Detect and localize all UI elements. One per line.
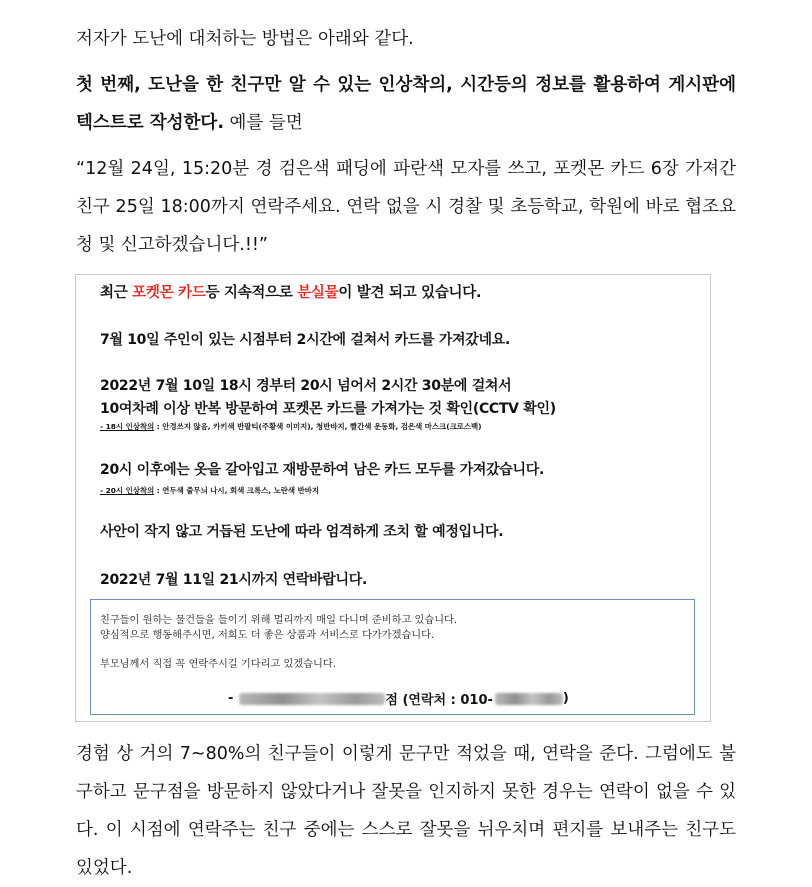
paragraph-intro: 저자가 도난에 대처하는 방법은 아래와 같다.	[76, 29, 414, 49]
notice-line-2: 7월 10일 주인이 있는 시점부터 2시간에 걸쳐서 카드를 가져갔네요.	[100, 332, 510, 348]
notice-line-3: 2022년 7월 10일 18시 경부터 20시 넘어서 2시간 30분에 걸쳐서	[100, 378, 512, 394]
paragraph-method-one	[76, 66, 736, 142]
redacted-store-name	[239, 693, 385, 705]
notice-line-6: 20시 이후에는 옷을 갈아입고 재방문하여 남은 카드 모두를 가져갔습니다.	[100, 462, 544, 478]
notice-image	[75, 274, 711, 722]
signature: - 점 (연락처 : 010- )	[228, 691, 569, 708]
notice-description-20: - 20시 인상착의 : 연두색 줄무늬 나시, 회색 크록스, 노란색 반바지	[100, 486, 320, 495]
redacted-phone-number	[495, 693, 563, 705]
paragraph-example-quote: “12월 24일, 15:20분 경 검은색 패딩에 파란색 모자를 쓰고, 포켓몬 카드 6장 가져간 친구 25일 18:00까지 연락주세요. 연락 없을 시 경찰 및 초등학교, 학원에 바로 협조요청 및 신고하겠습니다.!!”	[76, 159, 736, 255]
notice-inner-box	[90, 599, 695, 715]
method-one-rest: 예를 들면	[223, 113, 303, 133]
inner-line-2: 양심적으로 행동해주시면, 저희도 더 좋은 상품과 서비스로 다가가겠습니다.	[100, 630, 435, 641]
inner-line-1: 친구들이 원하는 물건들을 들이기 위해 멀리까지 매일 다니며 준비하고 있습니다.	[100, 615, 458, 626]
paragraph-experience: 경험 상 거의 7~80%의 친구들이 이렇게 문구만 적었을 때, 연락을 준다. 그럼에도 불구하고 문구점을 방문하지 않았다거나 잘못을 인지하지 못한 경우는 연락이 없을 수 있다. 이 시점에 연락주는 친구 중에는 스스로 잘못을 뉘우치며 편지를 보내주는 친구도 있었다.	[76, 744, 736, 878]
notice-description-18: - 18시 인상착의 : 안경쓰지 않음, 카키색 반팔티(주황색 이미지), 청반바지, 빨간색 운동화, 검은색 마스크(크로스백)	[100, 422, 482, 431]
notice-line-8: 사안이 작지 않고 거듭된 도난에 따라 엄격하게 조치 할 예정입니다.	[100, 524, 504, 540]
highlight-pokemon-card: 포켓몬 카드	[132, 285, 206, 301]
notice-line-1: 최근 포켓몬 카드등 지속적으로 분실물이 발견 되고 있습니다.	[100, 285, 482, 301]
notice-line-9: 2022년 7월 11일 21시까지 연락바랍니다.	[100, 572, 367, 588]
highlight-lost-items: 분실물	[297, 285, 339, 301]
inner-line-3: 부모님께서 직접 꼭 연락주시길 기다리고 있겠습니다.	[100, 659, 336, 670]
method-one-bold: 첫 번째, 도난을 한 친구만 알 수 있는 인상착의, 시간등의 정보를 활용하여 게시판에 텍스트로 작성한다.	[76, 75, 736, 133]
notice-line-4: 10여차례 이상 반복 방문하여 포켓몬 카드를 가져가는 것 확인(CCTV 확인)	[100, 401, 556, 417]
